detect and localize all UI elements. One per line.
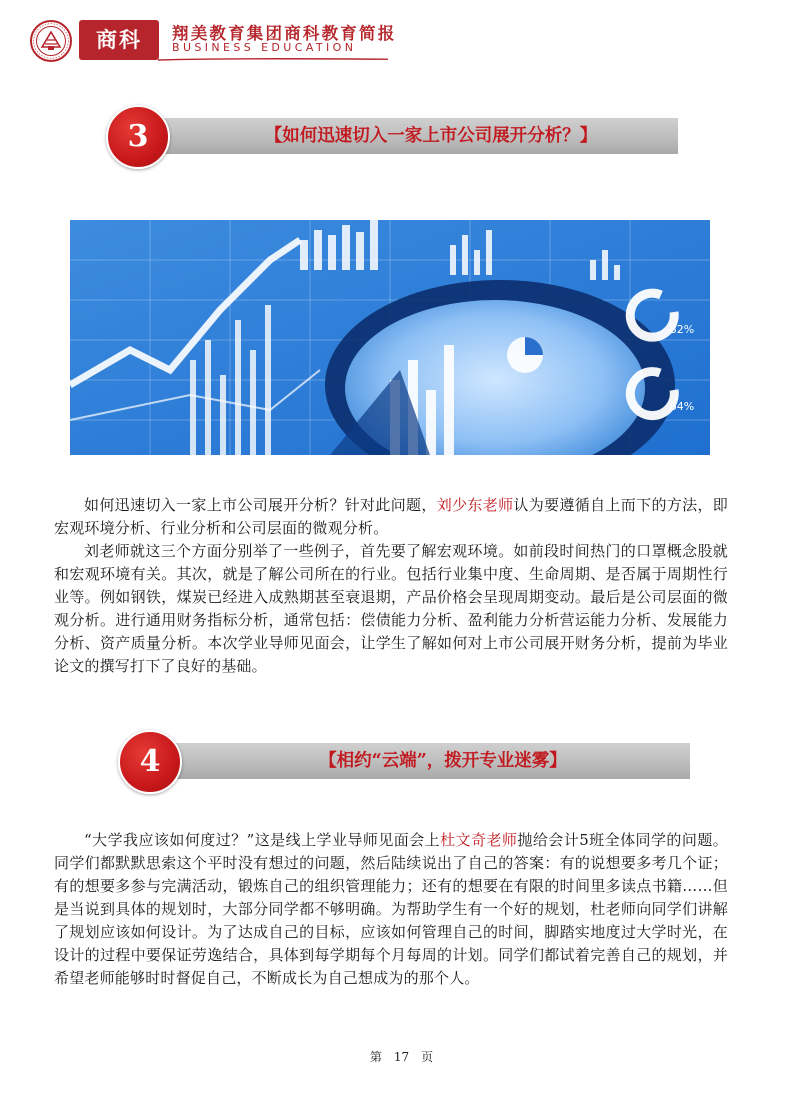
section-4-banner [118,737,690,785]
section-4-title: 【相约“云端”，拨开专业迷雾】 [319,751,567,771]
section-3-title: 【如何迅速切入一家上市公司展开分析？】 [264,126,598,146]
p1-text-b: 认为要遵循自上而下的方法，即宏观环境分析、行业分析和公司层面的微观分析。 [54,496,728,537]
teacher-name-du: 杜文奇老师 [440,831,518,849]
p3-text-b: 抛给会计5班全体同学的问题。同学们都默默思索这个平时没有想过的问题，然后陆续说出了自己的答案：有的说想要多考几个证；有的想要多参与完满活动，锻炼自己的组织管理能力；还有的想要在有限的时间里多读点书籍……但是当说到具体的规划时，大部分同学都不够明确。为帮助学生有一个好的规划，杜老师向同学们讲解了规划应该如何设计。为了达成自己的目标，应该如何管理自己的时间，脚踏实地度过大学时光，在设计的过程中要保证劳逸结合，具体到每学期每个月每周的计划。同学们都试着完善自己的规划，并希望老师能够时时督促自己，不断成长为自己想成为的那个人。 [54,831,728,987]
header-tag: 商科 [79,20,159,60]
section-4-number-badge: 4 [118,730,182,794]
section-3-number-badge: 3 [106,105,170,169]
donut-label-64: 64% [669,400,695,413]
college-seal-icon [30,20,72,62]
finance-analysis-photo [70,220,710,455]
section-3-banner [106,112,678,160]
header-divider [158,58,388,61]
newsletter-subtitle: BUSINESS EDUCATION [172,41,357,54]
teacher-name-liu: 刘少东老师 [436,496,514,514]
donut-label-82: 82% [669,323,695,336]
p1-text-a: 如何迅速切入一家上市公司展开分析？针对此问题， [84,496,437,514]
page-number: 第 17 页 [369,1050,434,1064]
section-3-paragraph-1 [54,494,728,540]
section-4-paragraph [54,829,728,990]
p3-text-a: “大学我应该如何度过？”这是线上学业导师见面会上 [84,831,441,849]
newsletter-title: 翔美教育集团商科教育简报 [172,24,397,43]
section-3-paragraph-2: 刘老师就这三个方面分别举了一些例子，首先要了解宏观环境。如前段时间热门的口罩概念股就和宏观环境有关。其次，就是了解公司所在的行业。包括行业集中度、生命周期、是否属于周期性行业等。例如钢铁，煤炭已经进入成熟期甚至衰退期，产品价格会呈现周期变动。最后是公司层面的微观分析。进行通用财务指标分析，通常包括：偿债能力分析、盈利能力分析营运能力分析、发展能力分析、资产质量分析。本次学业导师见面会，让学生了解如何对上市公司展开财务分析，提前为毕业论文的撰写打下了良好的基础。 [54,542,728,675]
